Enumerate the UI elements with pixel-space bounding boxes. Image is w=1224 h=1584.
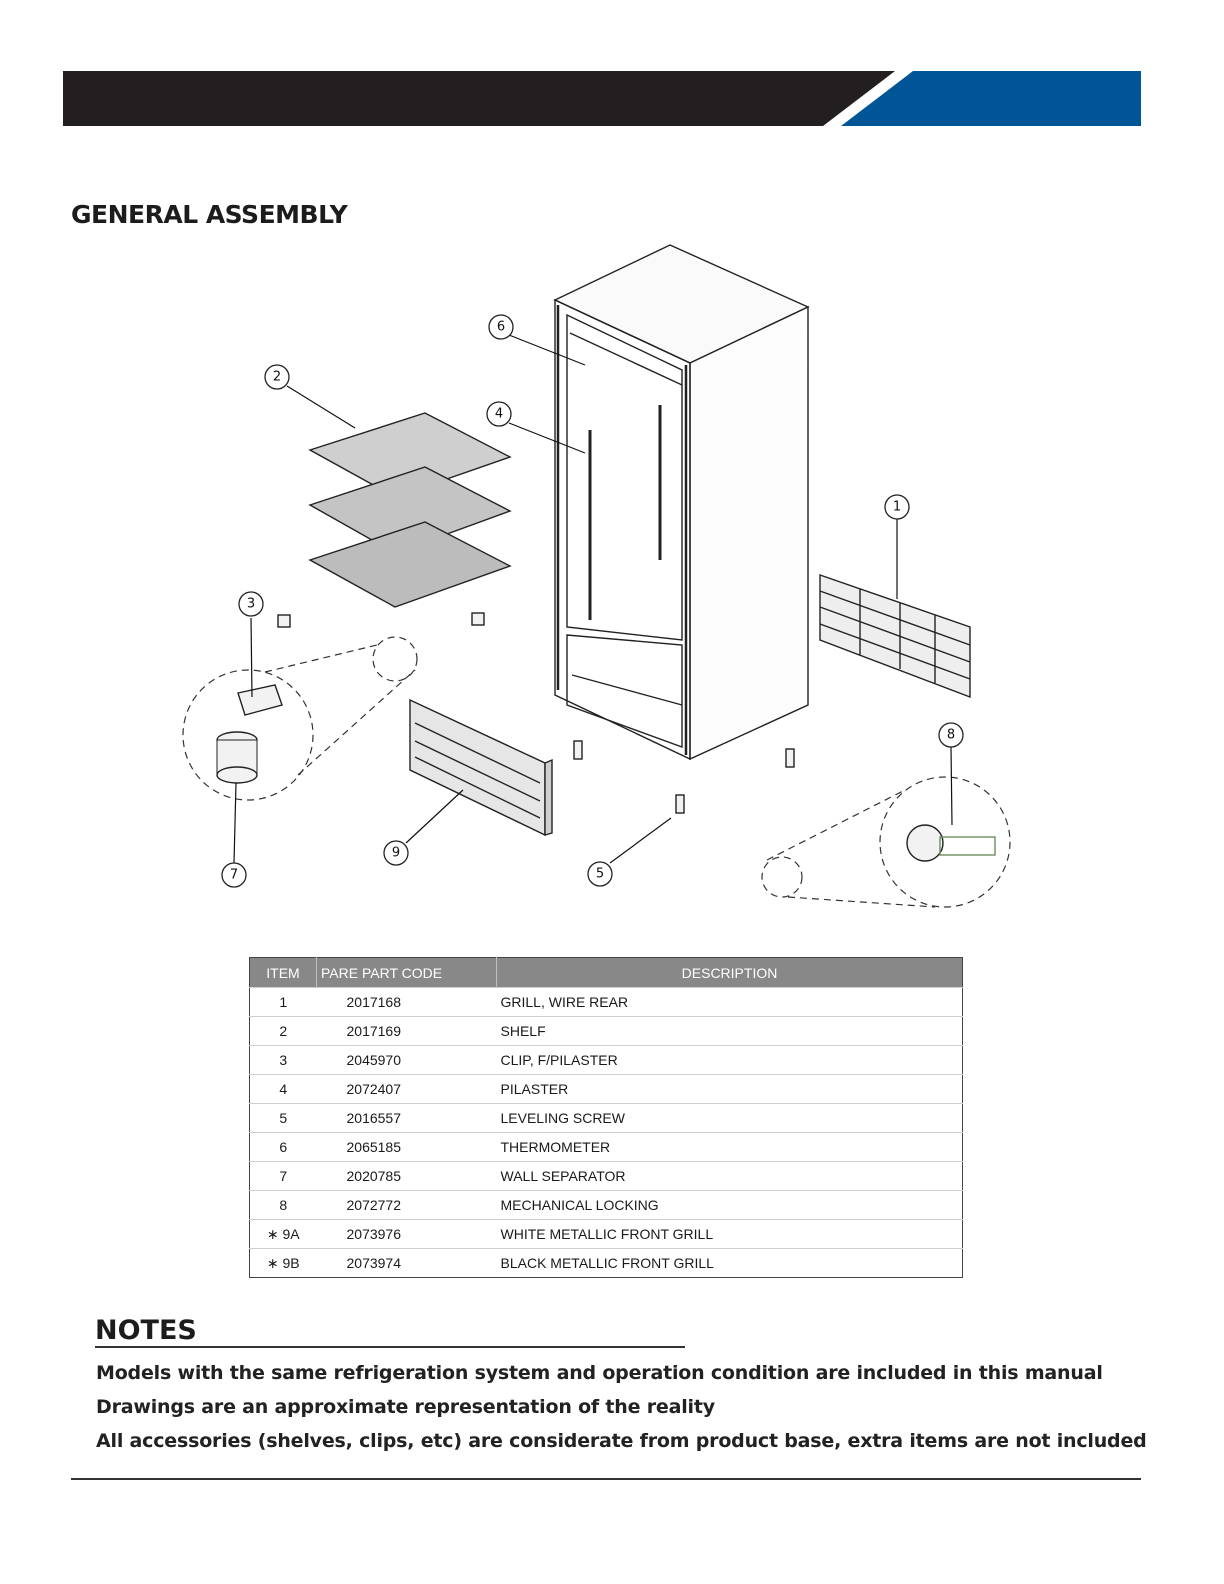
callout-2 bbox=[265, 365, 289, 389]
notes-list bbox=[96, 1356, 1147, 1458]
callout-label: 7 bbox=[229, 867, 239, 883]
item-cell: 8 bbox=[250, 1191, 317, 1220]
callout-4 bbox=[487, 402, 511, 426]
shelves-drawing bbox=[310, 413, 510, 607]
code-cell: 2073974 bbox=[317, 1249, 497, 1278]
callout-8 bbox=[939, 723, 963, 747]
table-row bbox=[250, 988, 963, 1017]
notes-divider bbox=[95, 1346, 685, 1348]
table-row bbox=[250, 1046, 963, 1075]
table-row bbox=[250, 1191, 963, 1220]
callout-7 bbox=[222, 863, 246, 887]
header-description: DESCRIPTION bbox=[497, 958, 963, 988]
code-cell: 2073976 bbox=[317, 1220, 497, 1249]
table-row bbox=[250, 1249, 963, 1278]
callout-label: 1 bbox=[892, 499, 902, 515]
clips-drawing bbox=[278, 613, 484, 627]
wall-separator-detail bbox=[183, 637, 417, 800]
code-cell: 2072772 bbox=[317, 1191, 497, 1220]
table-row bbox=[250, 1075, 963, 1104]
table-row bbox=[250, 1162, 963, 1191]
parts-table-header bbox=[250, 958, 963, 988]
callout-label: 2 bbox=[272, 369, 282, 385]
notes-title: NOTES bbox=[95, 1315, 197, 1346]
item-cell: 3 bbox=[250, 1046, 317, 1075]
callout-label: 4 bbox=[494, 406, 504, 422]
assembly-diagram bbox=[170, 235, 1030, 915]
note-item: All accessories (shelves, clips, etc) are considerate from product base, extra items are not included bbox=[96, 1430, 1147, 1452]
callout-label: 8 bbox=[946, 727, 956, 743]
description-cell: SHELF bbox=[497, 1017, 963, 1046]
code-cell: 2065185 bbox=[317, 1133, 497, 1162]
rear-grill-drawing bbox=[820, 575, 970, 697]
table-row bbox=[250, 1133, 963, 1162]
header-accent-band bbox=[841, 71, 1141, 126]
item-cell: 7 bbox=[250, 1162, 317, 1191]
code-cell: 2072407 bbox=[317, 1075, 497, 1104]
header-band bbox=[63, 71, 1141, 126]
callout-label: 6 bbox=[496, 319, 506, 335]
item-cell: ∗ 9B bbox=[250, 1249, 317, 1278]
note-item: Drawings are an approximate representation of the reality bbox=[96, 1396, 715, 1418]
front-grill-drawing bbox=[410, 700, 552, 835]
description-cell: PILASTER bbox=[497, 1075, 963, 1104]
code-cell: 2020785 bbox=[317, 1162, 497, 1191]
code-cell: 2017168 bbox=[317, 988, 497, 1017]
description-cell: MECHANICAL LOCKING bbox=[497, 1191, 963, 1220]
callout-3 bbox=[239, 592, 263, 616]
header-dark-band bbox=[63, 71, 895, 126]
note-item: Models with the same refrigeration system and operation condition are included in this manual bbox=[96, 1362, 1103, 1384]
leveling-screws-drawing bbox=[574, 741, 794, 813]
callout-label: 3 bbox=[246, 596, 256, 612]
cabinet-drawing bbox=[555, 245, 808, 759]
description-cell: GRILL, WIRE REAR bbox=[497, 988, 963, 1017]
description-cell: THERMOMETER bbox=[497, 1133, 963, 1162]
description-cell: WHITE METALLIC FRONT GRILL bbox=[497, 1220, 963, 1249]
table-row bbox=[250, 1017, 963, 1046]
item-cell: 1 bbox=[250, 988, 317, 1017]
description-cell: WALL SEPARATOR bbox=[497, 1162, 963, 1191]
item-cell: ∗ 9A bbox=[250, 1220, 317, 1249]
table-row bbox=[250, 1104, 963, 1133]
item-cell: 6 bbox=[250, 1133, 317, 1162]
callout-1 bbox=[885, 495, 909, 519]
code-cell: 2017169 bbox=[317, 1017, 497, 1046]
callout-6 bbox=[489, 315, 513, 339]
code-cell: 2045970 bbox=[317, 1046, 497, 1075]
section-title: GENERAL ASSEMBLY bbox=[71, 200, 348, 229]
parts-table bbox=[249, 957, 963, 1278]
description-cell: BLACK METALLIC FRONT GRILL bbox=[497, 1249, 963, 1278]
callout-label: 9 bbox=[391, 845, 401, 861]
item-cell: 2 bbox=[250, 1017, 317, 1046]
item-cell: 5 bbox=[250, 1104, 317, 1133]
code-cell: 2016557 bbox=[317, 1104, 497, 1133]
description-cell: CLIP, F/PILASTER bbox=[497, 1046, 963, 1075]
footer-divider bbox=[71, 1478, 1141, 1480]
table-row bbox=[250, 1220, 963, 1249]
callout-9 bbox=[384, 841, 408, 865]
header-item: ITEM bbox=[250, 958, 317, 988]
callout-5 bbox=[588, 862, 612, 886]
lock-detail bbox=[762, 777, 1010, 907]
item-cell: 4 bbox=[250, 1075, 317, 1104]
callout-label: 5 bbox=[595, 866, 605, 882]
header-code: PARE PART CODE bbox=[317, 958, 497, 988]
description-cell: LEVELING SCREW bbox=[497, 1104, 963, 1133]
